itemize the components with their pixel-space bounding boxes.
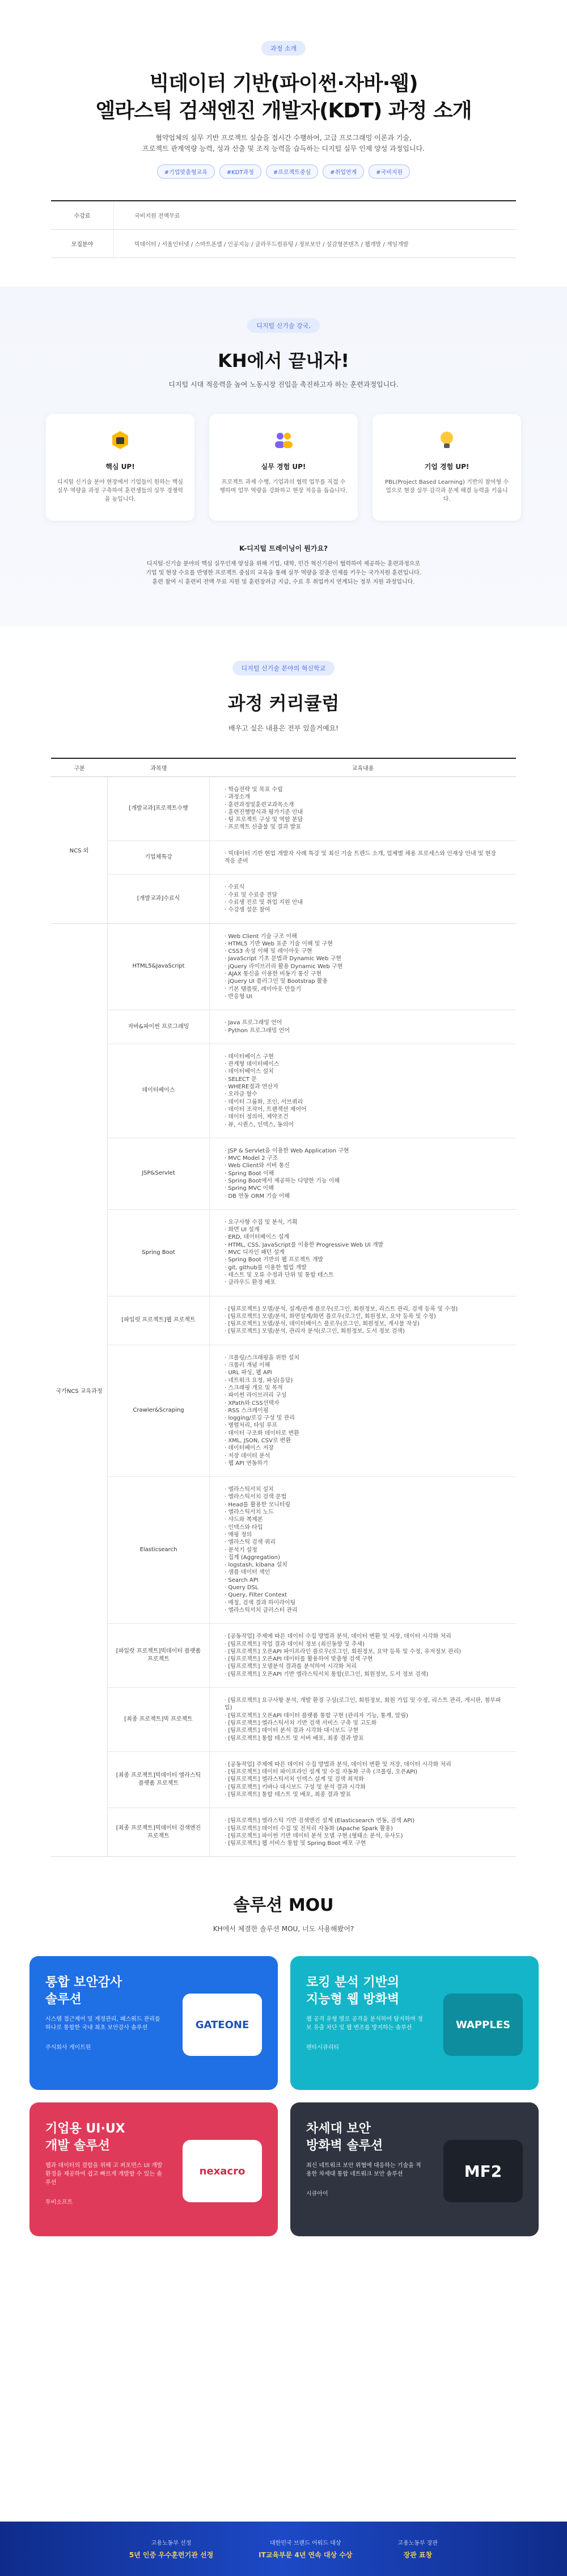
content-item: · HTML, CSS, JavaScript를 이용한 Progressive Web UI 개발: [225, 1241, 384, 1248]
hashtag[interactable]: #KDT과정: [219, 164, 261, 179]
content-item: · [공동작업] 주제에 따른 데이터 수집 방법과 분석, 데이터 변환 및 저장, 데이터 시각화 처리: [225, 1761, 451, 1768]
content-item: · [팀프로젝트] 요구사항 분석, 개발 환경 구성(로그인, 회원정보, 회원 가입 및 수정, 리스트 관리, 게시판, 첨부파일): [225, 1697, 501, 1712]
section-pill: 디지털 신기술 분야의 혁신학교: [232, 661, 335, 675]
answer-line: 훈련 참여 시 훈련비 전액 무료 지원 및 훈련장려금 지급, 수료 후 취업까지 연계되는 정부 지원 과정입니다.: [152, 579, 415, 585]
content-item: · 반응형 UI: [225, 993, 252, 1000]
hashtag-list: [0, 164, 567, 179]
award-sub: 고용노동부 장관: [397, 2540, 438, 2547]
content-item: · 크롤러 개념 이해: [225, 1362, 270, 1369]
subject-name: [파일럿 프로젝트]빅데이터 플랫폼 프로젝트: [108, 1624, 210, 1687]
content-list: [210, 777, 516, 841]
column-header: 교육내용: [352, 766, 374, 772]
title-line-2: 엘라스틱 검색엔진 개발자(KDT) 과정 소개: [95, 99, 472, 123]
content-item: · 데이터 그룹화, 조인, 서브쿼리: [225, 1099, 303, 1105]
content-item: · 엘라스틱서치 설치: [225, 1487, 274, 1493]
content-item: · 샤드와 복제본: [225, 1517, 263, 1523]
content-list: [210, 1477, 516, 1623]
content-item: · [팀프로젝트] 엘라스틱서치 인덱스 설계 및 검색 최적화: [225, 1776, 364, 1783]
content-item: · [팀프로젝트] 키바나 대시보드 구성 및 분석 결과 시각화: [225, 1784, 366, 1790]
info-key: 수강료: [74, 213, 91, 219]
content-item: · 데이터 구조화 데이터로 변환: [225, 1430, 299, 1437]
content-item: · [공동작업] 주제에 따른 데이터 수집 방법과 분석, 데이터 변환 및 저장, 데이터 시각화 처리: [225, 1633, 451, 1640]
content-item: · ERD, 데이터베이스 설계: [225, 1234, 290, 1241]
page-title: [0, 70, 567, 125]
content-list: [210, 1210, 516, 1296]
mou-company: 주식회사 게이트원: [45, 2045, 91, 2051]
content-item: · [팀프로젝트] 모델/분석, 설계/관계 플로우(로그인, 회원정보, 리스트 관리, 검색 등록 및 수정): [225, 1306, 458, 1312]
content-item: · 샘플 데이터 색인: [225, 1569, 270, 1576]
content-list: [210, 1624, 516, 1687]
mou-subtitle: KH에서 체결한 솔루션 MOU, 너도 사용해봤어?: [213, 1925, 354, 1933]
content-item: · CSS3 속성 이해 및 레이아웃 구현: [225, 948, 312, 955]
mou-company: 펜타시큐리티: [306, 2045, 339, 2051]
content-item: · 훈련진행방식과 평가기준 안내: [225, 809, 303, 816]
mou-title-line: 솔루션: [45, 1992, 82, 2007]
subject-name: HTML5&JavaScript: [108, 924, 210, 1010]
content-list: [210, 1808, 516, 1856]
content-item: · Spring Boot 이해: [225, 1170, 274, 1177]
content-item: · 매칭, 검색 결과 하이라이팅: [225, 1599, 296, 1606]
content-item: · Web Client와 서버 통신: [225, 1163, 290, 1169]
kh-subtitle: 디지털 시대 적응력을 높여 노동시장 진입을 촉진하고자 하는 훈련과정입니다.: [168, 381, 399, 388]
subject-name: Spring Boot: [108, 1210, 210, 1296]
content-item: · 클라우드 환경 배포: [225, 1279, 276, 1286]
content-item: · Python 프로그래밍 언어: [225, 1027, 290, 1034]
mou-card-desc: 시스템 접근제어 및 계정관리, 패스워드 관리를 하나로 통합한 국내 최초 보안감사 솔루션: [45, 2016, 160, 2032]
mou-section: [0, 1891, 567, 2236]
content-item: · 수강생 설문 참여: [225, 907, 270, 914]
content-item: · logging/로깅 구성 및 관리: [225, 1415, 295, 1422]
card-desc: 디지털 신기술 분야 현장에서 기업들이 원하는 핵심 실무 역량을 과정 구축하여 훈련생들의 실무 경쟁력을 높입니다.: [57, 479, 183, 502]
content-item: · Query DSL: [225, 1585, 259, 1591]
table-row: [108, 1624, 516, 1688]
content-item: · jQuery 라이브러리 활용 Dynamic Web 구현: [225, 963, 343, 970]
kh-section: [0, 286, 567, 627]
content-item: · 요구사항 수집 및 분석, 기획: [225, 1219, 298, 1226]
content-item: · 엘라스틱서치 클러스터 관리: [225, 1607, 298, 1614]
content-item: · 수료생 진로 및 취업 지원 안내: [225, 899, 303, 906]
curriculum-section: [0, 627, 567, 1857]
company-logo: MF2: [443, 2140, 523, 2202]
content-item: · 인덱스와 타입: [225, 1524, 263, 1531]
content-item: · [팀프로젝트] 파이썬 기반 데이터 분석 모델 구현 (형태소 분석, 유사도): [225, 1832, 403, 1839]
content-item: · 스크래핑 개요 및 목적: [225, 1384, 283, 1391]
curriculum-header: [0, 627, 567, 733]
content-item: · 화면 UI 설계: [225, 1227, 260, 1234]
hashtag[interactable]: #국비지원: [369, 164, 410, 179]
content-item: · Java 프로그래밍 언어: [225, 1020, 282, 1027]
table-row: [108, 1297, 516, 1345]
content-item: · 저장 데이터 분석: [225, 1452, 270, 1459]
content-item: · 데이터 조작어, 트랜잭션 제어어: [225, 1106, 307, 1113]
curriculum-title: 과정 커리큘럼: [227, 692, 340, 714]
mou-card[interactable]: [29, 1956, 278, 2090]
answer-line: 디지털·신기술 분야의 핵심 실무인재 양성을 위해 기업, 대학, 민간 혁신기관이 협력하여 제공하는 훈련과정으로: [146, 561, 421, 567]
content-item: · [팀프로젝트] 모델/분석, 화면설계/화면 플로우(로그인, 회원정보, 요약 등록 및 수정): [225, 1313, 436, 1320]
group-rows: [108, 924, 516, 1857]
content-item: · 엘라스틱 검색 쿼리: [225, 1539, 276, 1546]
award-label: 5년 인증 우수훈련기관 선정: [129, 2551, 214, 2559]
content-item: · [팀프로젝트] 오픈API 데이터를 활용하여 맞춤형 검색 구현: [225, 1656, 373, 1663]
mou-company: 투비소프트: [45, 2199, 73, 2206]
content-item: · [팀프로젝트] 모델분석 결과를 분석하여 시각화 처리: [225, 1663, 357, 1670]
table-row: [108, 1752, 516, 1808]
info-value: 국비지원 전액무료: [113, 201, 516, 229]
content-item: · DB 연동 ORM 기술 이해: [225, 1193, 290, 1200]
table-row: [108, 777, 516, 841]
content-item: · JavaScript 기초 문법과 Dynamic Web 구현: [225, 956, 341, 962]
content-item: · [팀프로젝트] 모델/분석, 데이터베이스 플로우(로그인, 회원정보, 게시물 작성): [225, 1321, 420, 1328]
table-row: [108, 1345, 516, 1477]
company-logo: WAPPLES: [443, 1994, 523, 2056]
content-item: · Web Client 기술 구조 이해: [225, 933, 297, 940]
hashtag[interactable]: #기업맞춤형교육: [157, 164, 215, 179]
content-item: · 뷰, 시퀀스, 인덱스, 동의어: [225, 1121, 294, 1128]
card-title: 기업 경험 UP!: [424, 463, 469, 471]
content-item: · logstash, kibana 설치: [225, 1562, 287, 1569]
curriculum-group: [51, 777, 516, 924]
content-item: · [팀프로젝트] 웹 서비스 통합 및 Spring Boot 배포 구현: [225, 1840, 366, 1847]
mou-card-desc: 최신 네트워크 보안 위협에 대응하는 기술을 적용한 차세대 통합 네트워크 보안 솔루션: [306, 2163, 421, 2178]
content-list: [210, 1138, 516, 1209]
award-sub: 대한민국 브랜드 어워드 대상: [270, 2540, 341, 2547]
content-item: · 데이터베이스 저장: [225, 1445, 274, 1452]
table-row: [108, 1808, 516, 1856]
content-item: · 파이썬 라이브러리 구성: [225, 1392, 287, 1399]
mou-header: [0, 1891, 567, 1933]
award-label: IT교육부문 4년 연속 대상 수상: [259, 2551, 353, 2559]
content-item: · 데이터베이스 구현: [225, 1053, 274, 1060]
content-item: · 매핑 정의: [225, 1531, 252, 1538]
mou-card[interactable]: [290, 1956, 539, 2090]
curriculum-group: [51, 924, 516, 1857]
hashtag[interactable]: #프로젝트중심: [266, 164, 318, 179]
content-item: · JSP & Servlet을 이용한 Web Application 구현: [225, 1147, 349, 1154]
content-list: [210, 1345, 516, 1476]
hero-section: [0, 0, 567, 200]
content-item: · [팀프로젝트] 데이터 파이프라인 설계 및 수집 자동화 구축 (크롤링, 오픈API): [225, 1769, 418, 1776]
content-item: · Spring Boot에서 제공하는 다양한 기능 이해: [225, 1177, 340, 1184]
award-banner: [0, 2522, 567, 2576]
subject-name: [개발교과]수료식: [108, 875, 210, 923]
content-item: · [팀프로젝트] 데이터 분석 결과 시각화 대시보드 구현: [225, 1728, 359, 1734]
content-item: · MVC Model 2 구조: [225, 1155, 278, 1162]
card-title: 핵심 UP!: [105, 463, 135, 471]
table-row: [108, 1477, 516, 1624]
content-item: · 데이터 정의어, 제약조건: [225, 1114, 289, 1121]
content-item: · 프로젝트 산출물 및 결과 발표: [225, 824, 301, 831]
mou-card-desc: 웹과 데이터의 결합을 위해 고 퍼포먼스 UI 개발 환경을 제공하여 쉽고 빠르게 개발할 수 있는 솔루션: [45, 2163, 163, 2186]
content-item: · 분석기 설정: [225, 1547, 257, 1553]
content-item: · 엘라스틱서치 노드: [225, 1509, 274, 1516]
content-list: [210, 924, 516, 1010]
content-item: · RSS 스크레이핑: [225, 1407, 269, 1414]
title-line-1: 빅데이터 기반(파이썬·자바·웹): [149, 72, 418, 95]
table-row: [108, 1210, 516, 1297]
award-sub: 고용노동부 선정: [151, 2540, 192, 2547]
mou-company: 시큐아이: [306, 2191, 328, 2198]
mou-title-line: 차세대 보안: [306, 2122, 371, 2136]
info-key: 모집분야: [71, 242, 94, 248]
subject-name: Crawler&Scraping: [108, 1345, 210, 1476]
content-item: · 학습전략 및 목표 수립: [225, 787, 283, 793]
content-item: · 훈련과정및훈련교과목소개: [225, 801, 294, 808]
content-item: · 오라클 함수: [225, 1091, 257, 1098]
content-list: [210, 1044, 516, 1138]
company-logo: nexacro: [183, 2140, 262, 2202]
award-item: [259, 2538, 352, 2560]
mou-title-line: 기업용 UI·UX: [45, 2122, 125, 2136]
subject-name: [최종 프로젝트]빅데이터 검색엔진 프로젝트: [108, 1808, 210, 1856]
desc-line-2: 프로젝트 관계역량 능력, 성과 산출 및 조직 능력을 습득하는 디지털 실무 인재 양성 과정입니다.: [142, 145, 425, 153]
content-item: · XML, JSON, CSV로 변환: [225, 1438, 291, 1444]
content-list: [210, 875, 516, 923]
benefit-cards: [0, 414, 567, 521]
mou-title-line: 방화벽 솔루션: [306, 2139, 383, 2153]
content-item: · jQuery UI 플러그인 및 Bootstrap 활용: [225, 978, 328, 985]
award-item: [397, 2538, 438, 2560]
subject-name: [파일럿 프로젝트]웹 프로젝트: [108, 1297, 210, 1345]
card-title: 실무 경험 UP!: [261, 463, 306, 471]
content-item: · 데이터베이스 설치: [225, 1069, 274, 1075]
content-item: · [팀프로젝트] 데이터 수집 및 전처리 자동화 (Apache Spark 활용): [225, 1825, 393, 1832]
content-item: · 네트워크 요청, 파싱(응답): [225, 1377, 293, 1384]
content-item: · AJAX 통신을 이용한 비동기 통신 구현: [225, 971, 322, 978]
content-list: [210, 841, 516, 875]
content-item: · 병렬처리, 타임 루프: [225, 1422, 278, 1429]
content-item: · 크롤링/스크래핑을 위한 설치: [225, 1354, 300, 1361]
benefit-card: [46, 414, 194, 521]
mou-title-line: 지능형 웹 방화벽: [306, 1992, 400, 2007]
award-label: 장관 표창: [403, 2551, 433, 2559]
mou-title-line: 로킹 분석 기반의: [306, 1975, 400, 1990]
column-header: 구분: [74, 766, 85, 772]
mou-title-line: 통합 보안감사: [45, 1975, 122, 1990]
card-desc: PBL(Project Based Learning) 기반의 참여형 수업으로 현장 실무 감각과 문제 해결 능력을 키웁니다.: [384, 479, 509, 502]
content-item: · 집계 (Aggregation): [225, 1554, 280, 1561]
section-pill: 디지털 신기술 강국,: [247, 318, 320, 333]
content-list: [210, 1297, 516, 1345]
answer-line: 기업 및 현장 수요를 반영한 프로젝트 중심의 교육을 통해 실무 역량을 갖춘 인재를 키우는 국가지원 훈련입니다.: [146, 570, 421, 576]
benefit-card: [209, 414, 358, 521]
section-pill: 과정 소개: [261, 41, 306, 56]
subject-name: [최종 프로젝트]빅데이터 엘라스틱 플랫폼 프로젝트: [108, 1752, 210, 1808]
content-item: · 웹 API 연동하기: [225, 1460, 268, 1467]
content-item: · [팀프로젝트] 오픈API 기반 엘라스틱서치 통합(로그인, 회원정보, 도서 정보 검색): [225, 1671, 429, 1678]
hashtag[interactable]: #취업연계: [323, 164, 364, 179]
info-row: [51, 230, 516, 258]
table-header: [51, 759, 516, 777]
content-item: · [팀프로젝트] 오픈API 파이프라인 플로우(로그인, 회원정보, 요약 등록 및 수정, 유저정보 관리): [225, 1648, 462, 1655]
content-item: · XPath와 CSS선택자: [225, 1400, 280, 1407]
mou-card[interactable]: [290, 2102, 539, 2236]
content-list: [210, 1752, 516, 1808]
subject-name: [개발교과]프로젝트수행: [108, 777, 210, 841]
content-item: · [팀프로젝트] 통합 테스트 및 배포, 최종 결과 발표: [225, 1791, 352, 1798]
content-item: · [팀프로젝트] 모델/분석, 관리자 분석(로그인, 회원정보, 도서 정보 검색): [225, 1328, 405, 1335]
content-list: [210, 1688, 516, 1751]
award-item: [129, 2538, 213, 2560]
content-item: · 팀 프로젝트 구성 및 역할 분담: [225, 817, 303, 824]
content-item: · Query, Filter Context: [225, 1592, 287, 1599]
content-item: · 수료식: [225, 884, 245, 891]
course-info-table: [51, 200, 516, 258]
content-item: · 테스트 및 오류 수정과 단위 및 통합 테스트: [225, 1272, 334, 1278]
content-list: [210, 1010, 516, 1044]
subject-name: 자바&파이썬 프로그래밍: [108, 1010, 210, 1044]
content-item: · MVC 디자인 패턴 설계: [225, 1249, 285, 1256]
table-row: [108, 1688, 516, 1752]
content-item: · HTML5 기반 Web 표준 기술 이해 및 구현: [225, 940, 333, 947]
content-item: · 기본 템플릿, 레이아웃 만들기: [225, 986, 301, 993]
content-item: · Search API: [225, 1577, 259, 1583]
content-item: · 빅데이터 기반 현업 개발자 사례 특강 및 최신 기술 트렌드 소개, 업체별 채용 프로세스와 인재상 안내 및 현장 적응 준비: [225, 850, 496, 865]
content-item: · WHERE절과 연산자: [225, 1084, 278, 1091]
content-item: · git, github를 이용한 협업 개발: [225, 1264, 307, 1271]
content-item: · Spring MVC 이해: [225, 1185, 274, 1192]
table-row: [108, 1138, 516, 1210]
info-value: 빅데이터 / 서울인터넷 / 스마트폰앱 / 인공지능 / 클라우드컴퓨팅 / 정보보안 / 실감형콘텐츠 / 웹개발 / 게임개발: [113, 230, 516, 257]
table-row: [108, 841, 516, 875]
content-item: · 과정소개: [225, 794, 250, 801]
subject-name: 데이터베이스: [108, 1044, 210, 1138]
mou-card[interactable]: [29, 2102, 278, 2236]
info-row: [51, 201, 516, 230]
benefit-card: [373, 414, 521, 521]
hero-description: [0, 133, 567, 154]
subject-name: Elasticsearch: [108, 1477, 210, 1623]
table-row: [108, 1044, 516, 1138]
group-label: 국가NCS 교육과정: [51, 924, 108, 1857]
curriculum-subtitle: 배우고 싶은 내용은 전부 있을거예요!: [229, 724, 338, 732]
card-desc: 프로젝트 과제 수행, 기업과의 협력 업무를 직접 수행하며 업무 역량을 강화하고 현장 적응을 돕습니다.: [219, 479, 348, 494]
desc-line-1: 협약업체의 실무 기반 프로젝트 실습을 접시간 수행하여, 고급 프로그래밍 이론과 기술,: [155, 134, 412, 142]
kdt-answer: [0, 560, 567, 587]
mou-card-grid: [29, 1956, 567, 2236]
mou-card-desc: 웹 공격 유형 별로 공격을 분석하여 탐지하며 정보 유출 차단 및 웹 변조를 방지하는 솔루션: [306, 2016, 423, 2032]
subject-name: [최종 프로젝트]빅 프로젝트: [108, 1688, 210, 1751]
subject-name: JSP&Servlet: [108, 1138, 210, 1209]
kdt-question: K-디지털 트레이닝이 뭔가요?: [239, 544, 328, 552]
content-item: · 관계형 데이터베이스: [225, 1061, 280, 1068]
lightbulb-icon: [435, 429, 458, 451]
people-icon: [272, 429, 295, 451]
column-header: 과목명: [150, 766, 167, 772]
content-item: · Spring Boot 기반의 웹 프로젝트 개발: [225, 1257, 324, 1264]
group-label: NCS 외: [51, 777, 108, 923]
subject-name: 기업체특강: [108, 841, 210, 875]
table-row: [108, 924, 516, 1011]
badge-icon: [109, 429, 132, 451]
content-item: · [팀프로젝트] 엘라스틱 기반 검색엔진 설계 (Elasticsearch 연동, 검색 API): [225, 1818, 415, 1825]
table-row: [108, 875, 516, 923]
curriculum-table: [51, 758, 516, 1857]
content-item: · SELECT 문: [225, 1076, 257, 1083]
table-row: [108, 1010, 516, 1044]
company-logo: GATEONE: [183, 1994, 262, 2056]
content-item: · 엘라스틱서치 검색 문법: [225, 1494, 287, 1501]
group-rows: [108, 777, 516, 923]
content-item: · 수료 및 수료증 전달: [225, 892, 278, 898]
content-item: · [팀프로젝트] 작업 결과 데이터 정보 (최신동향 및 추세): [225, 1641, 365, 1648]
content-item: · [팀프로젝트] 통합 테스트 및 서버 배포, 최종 결과 발표: [225, 1735, 364, 1742]
kh-title: KH에서 끝내자!: [218, 350, 349, 371]
mou-title-line: 개발 솔루션: [45, 2139, 110, 2153]
content-item: · Head를 활용한 모니터링: [225, 1501, 291, 1508]
content-item: · URL 파싱, 웹 API: [225, 1370, 272, 1376]
mou-title: 솔루션 MOU: [233, 1895, 334, 1916]
content-item: · [팀프로젝트] 오픈API 데이터 플랫폼 통합 구현 (관리자 기능, 통계, 알림): [225, 1712, 408, 1719]
content-item: · [팀프로젝트] 엘라스틱서치 기반 검색 서비스 구축 및 고도화: [225, 1720, 377, 1726]
